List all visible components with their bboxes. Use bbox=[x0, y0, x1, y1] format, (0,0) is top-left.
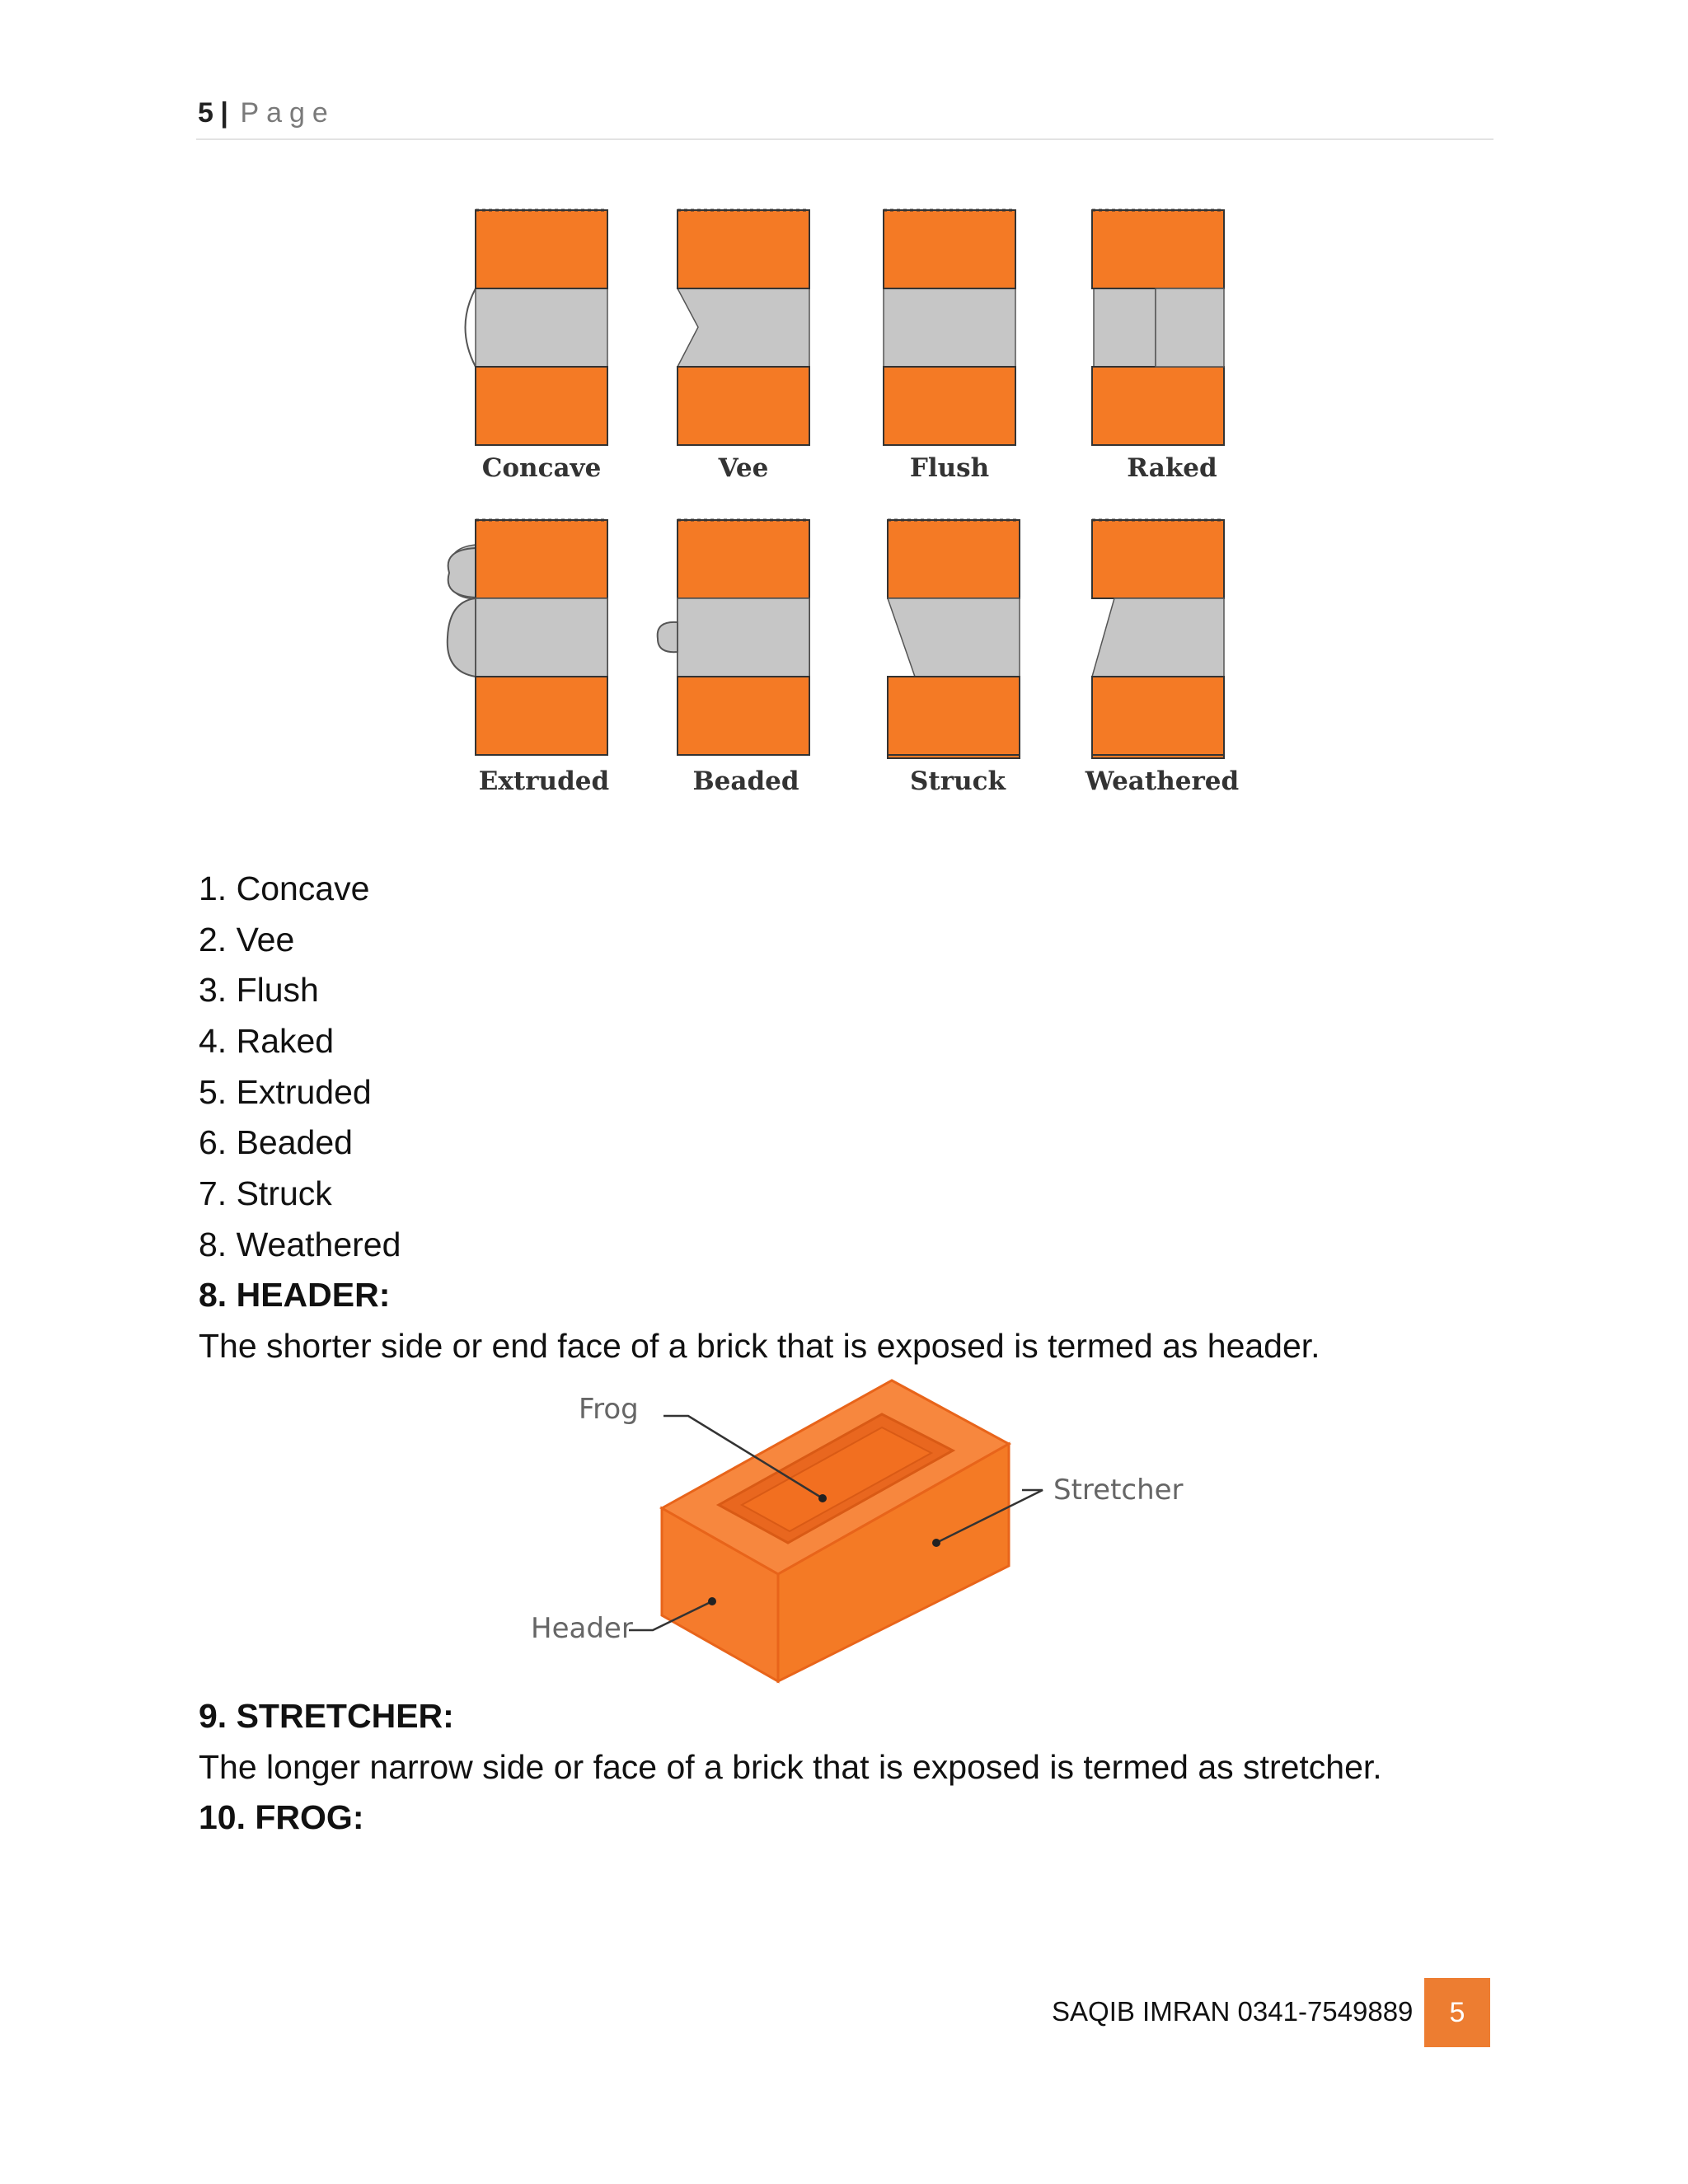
stretcher-heading: 9. STRETCHER: bbox=[199, 1697, 454, 1735]
joint-label-flush: Flush bbox=[909, 453, 990, 483]
list-item: 2. Vee bbox=[199, 921, 295, 958]
list-item: 3. Flush bbox=[199, 971, 319, 1009]
stretcher-label: Stretcher bbox=[1053, 1474, 1184, 1507]
list-item: 6. Beaded bbox=[199, 1123, 353, 1161]
joint-label-beaded: Beaded bbox=[692, 766, 799, 796]
list-item: 7. Struck bbox=[199, 1174, 332, 1212]
page-number: 5 bbox=[198, 97, 214, 129]
mortar-joints-row2 bbox=[445, 202, 1253, 812]
list-item: 4. Raked bbox=[199, 1022, 335, 1060]
frog-label: Frog bbox=[579, 1393, 639, 1426]
joint-label-vee: Vee bbox=[718, 453, 769, 483]
page-word: Page bbox=[240, 97, 335, 129]
frog-heading: 10. FROG: bbox=[199, 1798, 364, 1836]
page-header bbox=[198, 97, 335, 129]
header-label: Header bbox=[531, 1612, 633, 1645]
footer-page-badge: 5 bbox=[1424, 1978, 1490, 2047]
mortar-joints-figure bbox=[445, 202, 1253, 812]
list-item: 5. Extruded bbox=[199, 1073, 372, 1111]
list-item: 8. Weathered bbox=[199, 1226, 401, 1263]
footer-author: SAQIB IMRAN 0341-7549889 bbox=[1052, 1996, 1414, 2027]
joint-label-extruded: Extruded bbox=[478, 766, 610, 796]
header-definition: The shorter side or end face of a brick that is exposed is termed as header. bbox=[199, 1327, 1320, 1365]
joint-label-weathered: Weathered bbox=[1085, 766, 1240, 796]
list-item: 1. Concave bbox=[199, 869, 370, 907]
brick-figure bbox=[495, 1368, 1220, 1690]
header-separator: | bbox=[220, 97, 229, 129]
header-divider bbox=[196, 138, 1493, 140]
header-heading: 8. HEADER: bbox=[199, 1276, 391, 1314]
joint-label-concave: Concave bbox=[481, 453, 602, 483]
joint-label-struck: Struck bbox=[910, 766, 1006, 796]
stretcher-definition: The longer narrow side or face of a brick that is exposed is termed as stretcher. bbox=[199, 1748, 1382, 1786]
joint-label-raked: Raked bbox=[1127, 453, 1217, 483]
